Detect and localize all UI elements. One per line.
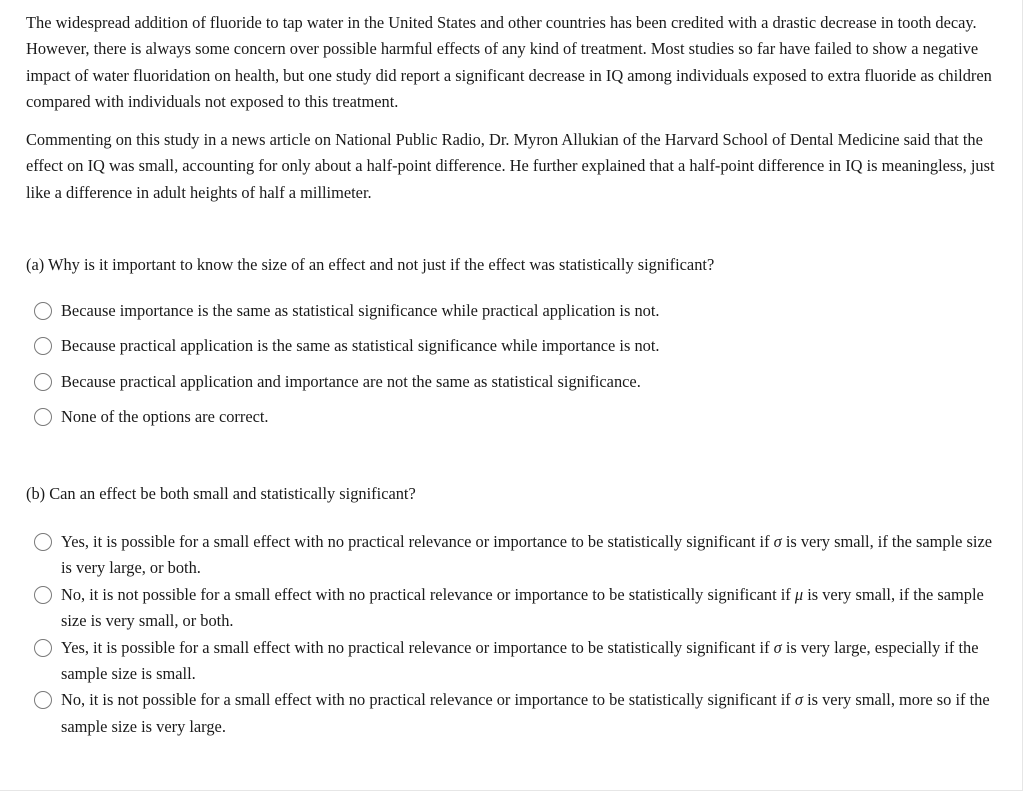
question-b-option-3[interactable]	[34, 635, 1004, 688]
option-text-before: No, it is not possible for a small effect with no practical relevance or importance to be statistically significant if	[61, 584, 795, 604]
question-b-prompt: (b) Can an effect be both small and statistically significant?	[26, 484, 416, 503]
radio-button[interactable]	[34, 533, 52, 551]
sigma-symbol: σ	[773, 637, 782, 657]
option-label	[61, 687, 1004, 740]
question-a-option-3[interactable]	[34, 369, 1004, 395]
radio-button[interactable]	[34, 639, 52, 657]
option-label: Because practical application and importance are not the same as statistical significance.	[61, 371, 641, 391]
radio-button[interactable]	[34, 337, 52, 355]
option-text-after: is very small, if the sample size is very small, or both.	[61, 584, 984, 631]
question-a-options	[34, 298, 1004, 440]
question-a-option-4[interactable]	[34, 404, 1004, 430]
intro-paragraph-2: Commenting on this study in a news article on National Public Radio, Dr. Myron Allukian of the Harvard School of Dental Medicine said that the effect on IQ was small, accounting for only about a half-point difference. He further explained that a half-point difference in IQ is meaningless, just like a difference in adult heights of half a millimeter.	[26, 130, 995, 202]
radio-button[interactable]	[34, 373, 52, 391]
sigma-symbol: σ	[794, 690, 803, 710]
radio-button[interactable]	[34, 586, 52, 604]
sigma-symbol: σ	[773, 532, 782, 551]
option-label	[61, 582, 1004, 635]
intro-paragraph-1: The widespread addition of fluoride to tap water in the United States and other countries has been credited with a drastic decrease in tooth decay. However, there is always some concern over possible harmful effects of any kind of treatment. Most studies so far have failed to show a negative impact of water fluoridation on health, but one study did report a significant decrease in IQ among individuals exposed to extra fluoride as children compared with individuals not exposed to this treatment.	[26, 13, 992, 112]
option-text-before: Yes, it is possible for a small effect with no practical relevance or importance to be statistically significant if	[61, 532, 774, 551]
question-b-options	[34, 529, 1004, 740]
option-label: None of the options are correct.	[61, 407, 269, 427]
question-b-option-1[interactable]	[34, 529, 1004, 582]
mu-symbol: μ	[794, 584, 804, 604]
option-text-after: is very small, more so if the sample size is very large.	[61, 690, 990, 736]
question-a-option-1[interactable]	[34, 298, 1004, 324]
option-label: Because practical application is the same as statistical significance while importance is not.	[61, 336, 660, 356]
option-text-before: No, it is not possible for a small effect with no practical relevance or importance to be statistically significant if	[61, 690, 795, 710]
option-text-after: is very large, especially if the sample size is small.	[61, 637, 979, 684]
option-label	[61, 635, 1004, 688]
radio-button[interactable]	[34, 691, 52, 709]
question-b-option-2[interactable]	[34, 582, 1004, 635]
radio-button[interactable]	[34, 408, 52, 426]
question-a-prompt: (a) Why is it important to know the size of an effect and not just if the effect was statistically significant?	[26, 255, 715, 274]
option-label: Because importance is the same as statistical significance while practical application is not.	[61, 301, 660, 320]
option-label	[61, 529, 1004, 582]
option-text-before: Yes, it is possible for a small effect with no practical relevance or importance to be statistically significant if	[61, 637, 774, 657]
question-a-option-2[interactable]	[34, 333, 1004, 359]
option-text-after: is very small, if the sample size is very large, or both.	[61, 532, 993, 578]
radio-button[interactable]	[34, 302, 52, 320]
question-b-option-4[interactable]	[34, 687, 1004, 740]
